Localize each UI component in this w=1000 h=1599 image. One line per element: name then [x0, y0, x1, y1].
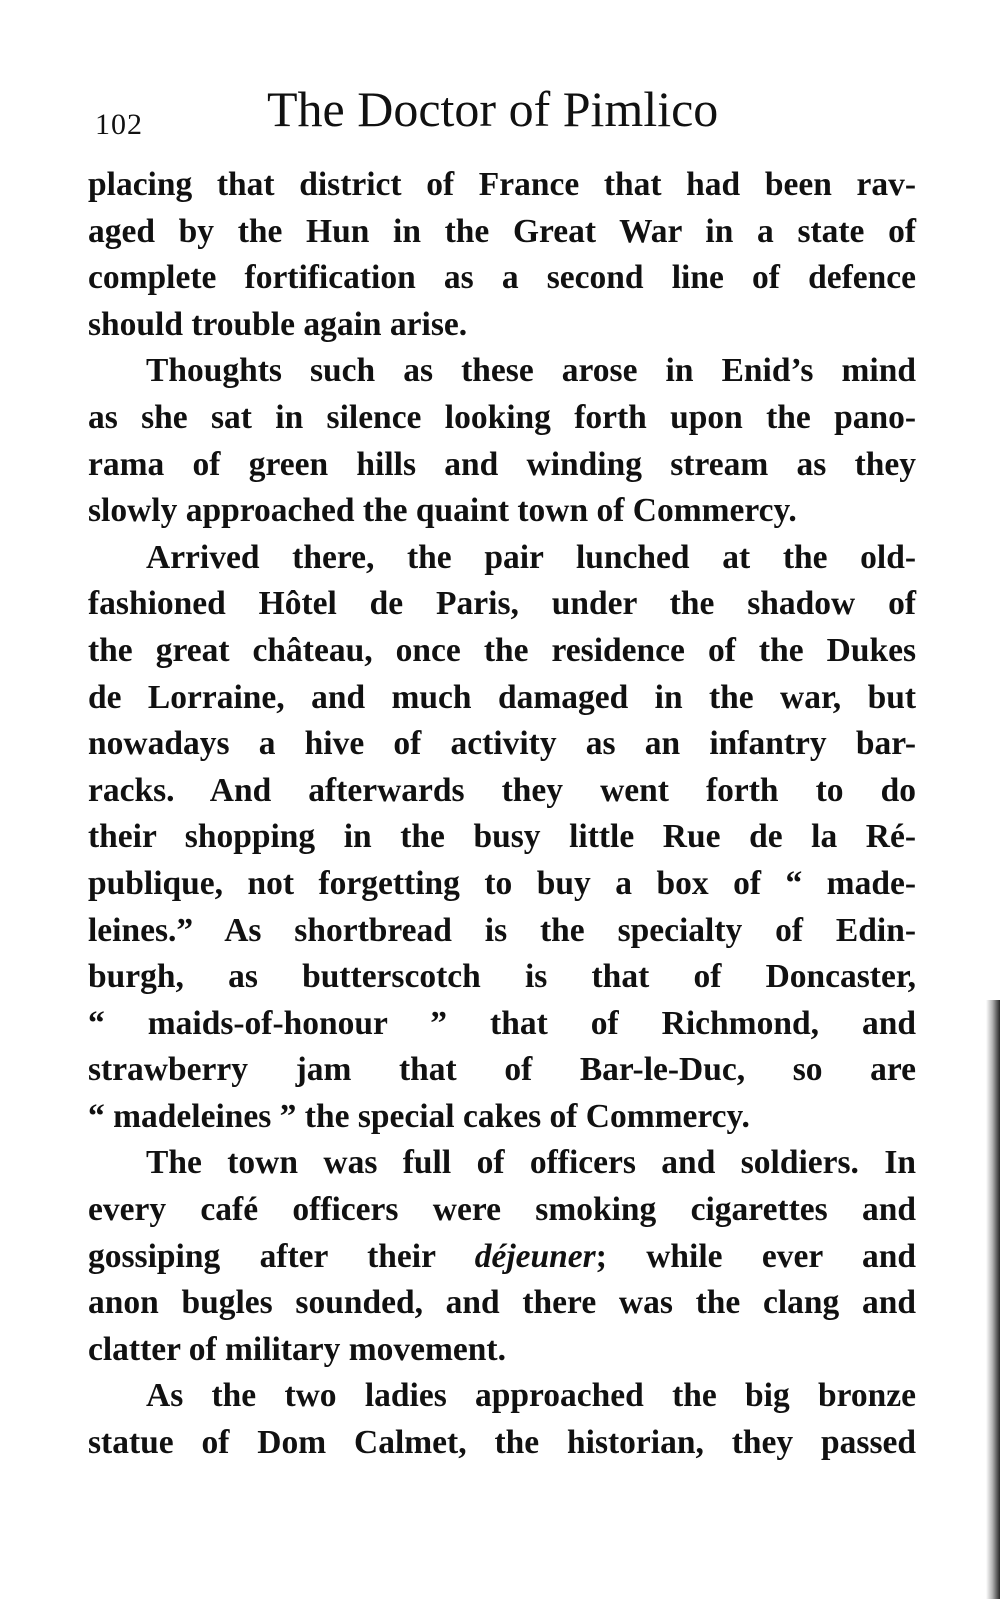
text-line: rama of green hills and winding stream as they	[88, 445, 916, 483]
text-line: strawberry jam that of Bar-le-Duc, so are	[88, 1051, 916, 1089]
text-line: anon bugles sounded, and there was the clang and	[88, 1284, 916, 1322]
text-line: complete fortification as a second line of defence	[88, 259, 916, 297]
page-header	[95, 80, 915, 150]
body-text	[88, 162, 916, 1467]
text-line: fashioned Hôtel de Paris, under the shadow of	[88, 585, 916, 623]
text-line: As the two ladies approached the big bronze	[146, 1377, 916, 1415]
text-line: nowadays a hive of activity as an infantry bar-	[88, 725, 916, 763]
text-line: leines.” As shortbread is the specialty of Edin-	[88, 911, 916, 949]
text-line: slowly approached the quaint town of Commercy.	[88, 492, 797, 530]
text-line: aged by the Hun in the Great War in a state of	[88, 212, 916, 250]
text-line: placing that district of France that had been rav-	[88, 166, 916, 203]
text-line: every café officers were smoking cigarettes and	[88, 1191, 916, 1229]
text-line: clatter of military movement.	[88, 1330, 506, 1368]
page-number: 102	[95, 108, 143, 141]
text-line: gossiping after their déjeuner; while ever and	[88, 1237, 917, 1275]
text-line: de Lorraine, and much damaged in the war, but	[88, 678, 916, 716]
italic-word: déjeuner	[474, 1237, 596, 1275]
text-line: The town was full of officers and soldiers. In	[146, 1144, 916, 1182]
text-line: “ maids-of-honour ” that of Richmond, and	[88, 1004, 916, 1042]
text-line: their shopping in the busy little Rue de la Ré-	[88, 818, 916, 856]
text-line: Thoughts such as these arose in Enid’s mind	[146, 352, 916, 390]
page-edge-shadow	[986, 1000, 1000, 1599]
text-line: racks. And afterwards they went forth to do	[88, 771, 916, 809]
text-line: “ madeleines ” the special cakes of Commercy.	[88, 1097, 750, 1135]
text-line: burgh, as butterscotch is that of Doncaster,	[88, 958, 916, 996]
text-line: as she sat in silence looking forth upon the pano-	[88, 398, 916, 436]
text-line: statue of Dom Calmet, the historian, they passed	[88, 1424, 916, 1462]
running-head: The Doctor of Pimlico	[267, 81, 719, 137]
text-line: publique, not forgetting to buy a box of “ made-	[88, 864, 916, 902]
text-line: the great château, once the residence of the Dukes	[88, 631, 916, 669]
text-line: Arrived there, the pair lunched at the old-	[146, 538, 916, 576]
text-line: should trouble again arise.	[88, 305, 468, 343]
